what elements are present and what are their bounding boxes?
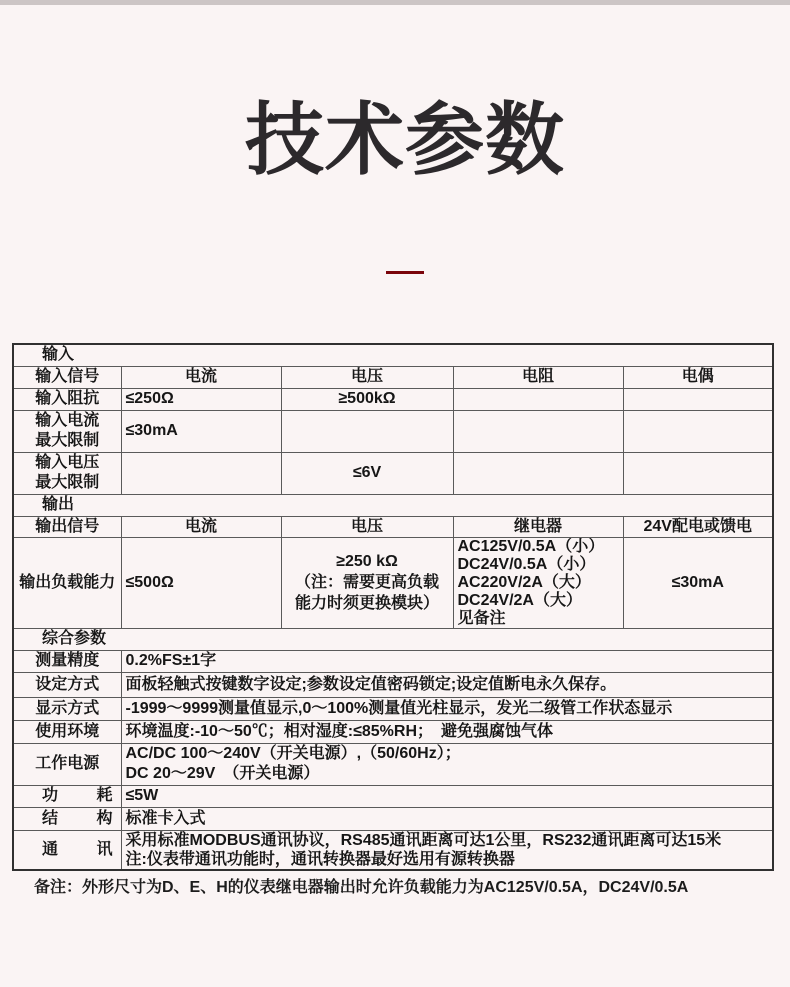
power-consumption-value: ≤5W <box>121 785 773 807</box>
input-current-limit-label-line1: 输入电流 <box>35 412 100 429</box>
output-load-voltage-line2: （注：需要更高负载 <box>294 574 439 591</box>
output-load-voltage-line1: ≥250 kΩ <box>336 553 398 570</box>
input-signal-resistance-header: 电阻 <box>453 366 623 388</box>
power-consumption-label-char1: 功 <box>42 787 59 804</box>
input-section-label: 输入 <box>13 344 773 366</box>
input-current-limit-label-line2: 最大限制 <box>35 432 100 449</box>
input-current-limit-resistance-cell <box>453 410 623 452</box>
output-load-feed-value: ≤30mA <box>623 537 773 628</box>
communication-value <box>121 830 773 870</box>
power-supply-value <box>121 743 773 785</box>
output-section-row <box>13 494 773 516</box>
input-signal-current-header: 电流 <box>121 366 281 388</box>
input-impedance-resistance-cell <box>453 388 623 410</box>
output-signal-label: 输出信号 <box>13 516 121 537</box>
output-load-relay-line3: AC220V/2A（大） <box>457 573 591 591</box>
input-voltage-limit-resistance-cell <box>453 452 623 494</box>
output-load-relay-value <box>453 537 623 628</box>
output-load-current-value: ≤500Ω <box>121 537 281 628</box>
input-impedance-voltage-value: ≥500kΩ <box>281 388 453 410</box>
environment-label: 使用环境 <box>13 720 121 743</box>
output-load-label: 输出负载能力 <box>13 537 121 628</box>
power-supply-line2: DC 20～29V （开关电源） <box>125 765 320 782</box>
input-current-limit-label <box>13 410 121 452</box>
input-signal-thermocouple-header: 电偶 <box>623 366 773 388</box>
page-title: 技术参数 <box>245 95 565 184</box>
accuracy-row <box>13 650 773 672</box>
input-voltage-limit-thermocouple-cell <box>623 452 773 494</box>
input-voltage-limit-label <box>13 452 121 494</box>
input-current-limit-value: ≤30mA <box>121 410 281 452</box>
output-signal-relay-header: 继电器 <box>453 516 623 537</box>
output-load-relay-line4: DC24V/2A（大） <box>457 591 582 609</box>
input-impedance-label: 输入阻抗 <box>13 388 121 410</box>
input-signal-voltage-header: 电压 <box>281 366 453 388</box>
setting-row <box>13 672 773 697</box>
accent-underline <box>386 271 424 274</box>
environment-value: 环境温度:-10～50℃；相对湿度:≤85%RH； 避免强腐蚀气体 <box>121 720 773 743</box>
power-supply-label: 工作电源 <box>13 743 121 785</box>
input-section-row <box>13 344 773 366</box>
communication-label-char1: 通 <box>42 840 59 858</box>
communication-label <box>13 830 121 870</box>
structure-value: 标准卡入式 <box>121 807 773 830</box>
power-consumption-label-char2: 耗 <box>96 787 113 804</box>
output-load-relay-line2: DC24V/0.5A（小） <box>457 555 596 573</box>
output-load-relay-line5: 见备注 <box>457 609 506 627</box>
footer-note: 备注：外形尺寸为D、E、H的仪表继电器输出时允许负载能力为AC125V/0.5A，DC24V/0.5A <box>34 879 689 896</box>
display-row <box>13 697 773 720</box>
communication-line2: 注:仪表带通讯功能时，通讯转换器最好选用有源转换器 <box>125 850 515 868</box>
power-consumption-label <box>13 785 121 807</box>
general-section-row <box>13 628 773 650</box>
input-voltage-limit-value: ≤6V <box>281 452 453 494</box>
input-impedance-thermocouple-cell <box>623 388 773 410</box>
input-voltage-limit-label-line2: 最大限制 <box>35 474 100 491</box>
output-load-voltage-value <box>281 537 453 628</box>
power-supply-row <box>13 743 773 785</box>
output-signal-current-header: 电流 <box>121 516 281 537</box>
input-current-limit-thermocouple-cell <box>623 410 773 452</box>
general-section-label: 综合参数 <box>13 628 773 650</box>
input-signal-header-row <box>13 366 773 388</box>
structure-label-char1: 结 <box>42 809 59 827</box>
output-signal-header-row <box>13 516 773 537</box>
input-signal-label: 输入信号 <box>13 366 121 388</box>
environment-row <box>13 720 773 743</box>
structure-row <box>13 807 773 830</box>
top-bar <box>0 0 790 5</box>
output-section-label: 输出 <box>13 494 773 516</box>
output-signal-feed-header: 24V配电或馈电 <box>623 516 773 537</box>
accuracy-value: 0.2%FS±1字 <box>121 650 773 672</box>
power-consumption-row <box>13 785 773 807</box>
display-value: -1999～9999测量值显示,0～100%测量值光柱显示，发光二级管工作状态显示 <box>121 697 773 720</box>
structure-label <box>13 807 121 830</box>
input-current-limit-row <box>13 410 773 452</box>
communication-row <box>13 830 773 870</box>
input-voltage-limit-label-line1: 输入电压 <box>35 454 100 471</box>
input-current-limit-voltage-cell <box>281 410 453 452</box>
display-label: 显示方式 <box>13 697 121 720</box>
setting-label: 设定方式 <box>13 672 121 697</box>
accuracy-label: 测量精度 <box>13 650 121 672</box>
power-supply-line1: AC/DC 100～240V（开关电源）,（50/60Hz）； <box>125 745 461 762</box>
input-voltage-limit-row <box>13 452 773 494</box>
output-load-row <box>13 537 773 628</box>
spec-table <box>12 343 774 871</box>
communication-line1: 采用标准MODBUS通讯协议，RS485通讯距离可达1公里，RS232通讯距离可达15米 <box>125 831 722 849</box>
setting-value: 面板轻触式按键数字设定;参数设定值密码锁定;设定值断电永久保存。 <box>121 672 773 697</box>
input-impedance-row <box>13 388 773 410</box>
communication-label-char2: 讯 <box>96 840 113 858</box>
structure-label-char2: 构 <box>96 809 113 827</box>
input-voltage-limit-current-cell <box>121 452 281 494</box>
output-load-relay-line1: AC125V/0.5A（小） <box>457 537 605 555</box>
output-signal-voltage-header: 电压 <box>281 516 453 537</box>
output-load-voltage-line3: 能力时须更换模块） <box>294 595 439 612</box>
input-impedance-current-value: ≤250Ω <box>121 388 281 410</box>
